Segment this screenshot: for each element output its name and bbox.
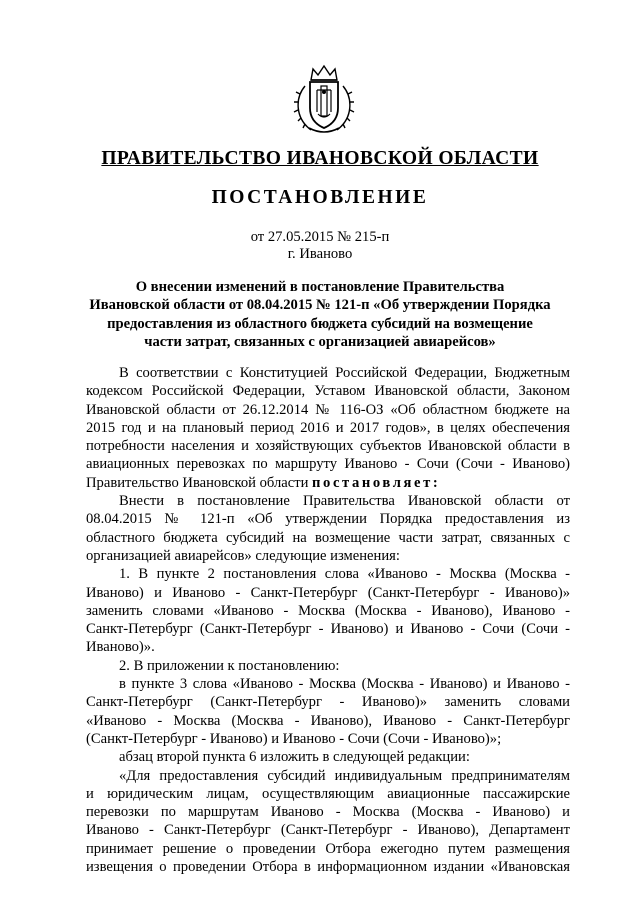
body-line: Иваново - Санкт-Петербург (Санкт-Петербург - Иваново), Департамент	[86, 822, 570, 839]
title-line: Ивановской области от 08.04.2015 № 121-п «Об утверждении Порядка	[89, 297, 551, 314]
body-line: Санкт-Петербург (Санкт-Петербург - Иваново)» заменить словами	[86, 694, 570, 711]
body-line: 2015 год и на плановый период 2016 и 2017 годов», в целях обеспечения	[86, 419, 570, 436]
title-line: предоставления из областного бюджета субсидий на возмещение	[107, 315, 533, 332]
body-line: кодексом Российской Федерации, Уставом Ивановской области, Законом	[86, 383, 570, 400]
government-heading: ПРАВИТЕЛЬСТВО ИВАНОВСКОЙ ОБЛАСТИ	[101, 148, 539, 169]
body-line: «Для предоставления субсидий индивидуальным предпринимателям	[119, 767, 570, 784]
body-line: Ивановской области от 26.12.2014 № 116-ОЗ «Об областном бюджете на	[86, 401, 570, 418]
body-line: (Санкт-Петербург - Иваново) и Иваново - Сочи (Сочи - Иваново)»;	[86, 730, 502, 747]
document-body	[86, 364, 570, 876]
body-line: абзац второй пункта 6 изложить в следующей редакции:	[119, 749, 470, 766]
body-line: Санкт-Петербург (Санкт-Петербург - Иваново) и Иваново - Сочи (Сочи -	[86, 621, 570, 638]
body-line: 2. В приложении к постановлению:	[119, 657, 340, 674]
body-line: и юридическим лицам, осуществляющим авиационные пассажирские	[86, 785, 570, 802]
body-line: организацией авиарейсов» следующие изменения:	[86, 547, 400, 564]
date-number: от 27.05.2015 № 215-п	[250, 229, 390, 245]
body-line: 08.04.2015 № 121-п «Об утверждении Порядка предоставления из	[86, 511, 570, 528]
body-line: Внести в постановление Правительства Ивановской области от	[119, 493, 570, 510]
body-line: в пункте 3 слова «Иваново - Москва (Москва - Иваново) и Иваново -	[119, 676, 570, 693]
body-line: «Иваново - Москва (Москва - Иваново), Иваново - Санкт-Петербург	[86, 712, 570, 729]
body-line: извещения о проведении Отбора в информационном издании «Ивановская	[86, 859, 570, 876]
document-type-heading: ПОСТАНОВЛЕНИЕ	[211, 187, 429, 208]
body-line: потребности населения и хозяйствующих субъектов Ивановской области в	[86, 438, 570, 455]
body-line	[86, 474, 570, 492]
body-line: перевозки по маршрутам Иваново - Москва (Москва - Иваново) и	[86, 804, 570, 821]
body-line: авиационных перевозках по маршруту Иваново - Сочи (Сочи - Иваново)	[86, 456, 570, 473]
resolution-colon: :	[432, 474, 438, 491]
body-line: областного бюджета субсидий на возмещение части затрат, связанных с	[86, 529, 570, 546]
title-line: части затрат, связанных с организацией авиарейсов»	[144, 333, 496, 350]
body-line: заменить словами «Иваново - Москва (Москва - Иваново), Иваново -	[86, 602, 570, 619]
body-line: Иваново) и Иваново - Санкт-Петербург (Санкт-Петербург - Иваново)»	[86, 584, 570, 601]
body-line: Иваново)».	[86, 639, 155, 656]
title-line: О внесении изменений в постановление Правительства	[135, 279, 505, 295]
body-line: В соответствии с Конституцией Российской Федерации, Бюджетным	[119, 365, 570, 381]
resolution-word: постановляет	[312, 474, 433, 491]
coat-of-arms-emblem	[291, 64, 357, 136]
body-line: принимает решение о проведении Отбора ежегодно путем размещения	[86, 840, 570, 857]
city: г. Иваново	[287, 246, 353, 262]
resolution-prefix: Правительство Ивановской области	[86, 474, 313, 491]
document-title	[80, 278, 560, 351]
body-line: 1. В пункте 2 постановления слова «Иваново - Москва (Москва -	[119, 566, 570, 583]
